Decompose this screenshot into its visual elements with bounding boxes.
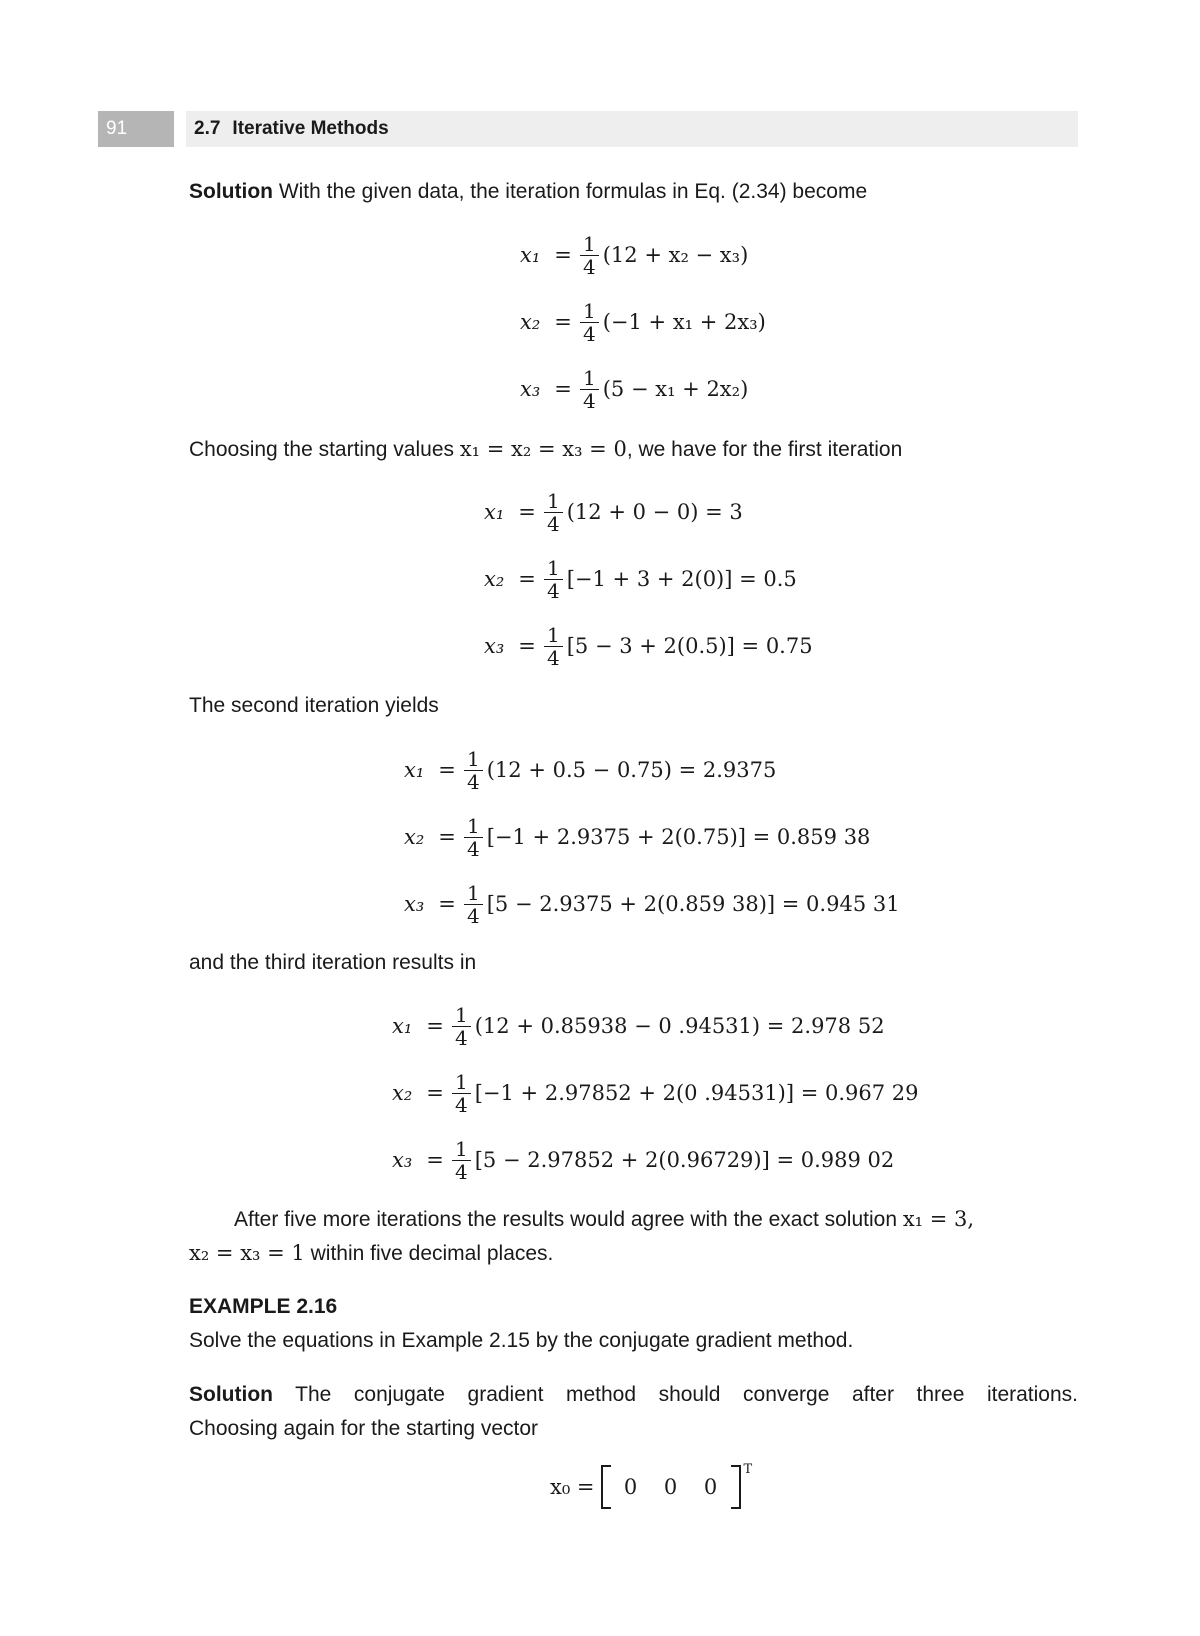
eq-rhs: [−1 + 2.97852 + 2(0 .94531)] = 0.967 29 [474,1081,919,1105]
eq-rhs: [5 − 2.9375 + 2(0.859 38)] = 0.945 31 [486,892,900,916]
fraction-denominator: 4 [464,904,483,927]
equals-sign: = [438,825,456,849]
example-statement: Solve the equations in Example 2.15 by the conjugate gradient method. [189,1329,854,1352]
starting-values-paragraph [189,432,1078,467]
paragraph-text: , we have for the first iteration [626,438,903,461]
formula-row [484,616,813,676]
fraction-denominator: 4 [580,322,599,345]
eq-lhs: x₂ [484,567,505,591]
solution-label: Solution [189,180,273,203]
eq-rhs: [5 − 3 + 2(0.5)] = 0.75 [566,634,813,658]
formula-row [392,996,885,1056]
convergence-paragraph-line-1 [189,1202,1078,1237]
eq-lhs: x₂ [520,310,541,334]
solution-paragraph-1 [189,175,1078,209]
section-title: Iterative Methods [232,118,389,139]
eq-rhs: (−1 + x₁ + 2x₃) [602,310,766,334]
vector-entry: 0 [623,1475,638,1499]
fraction [452,1004,471,1049]
fraction-denominator: 4 [544,512,563,535]
fraction [452,1071,471,1116]
equals-sign: = [554,243,572,267]
fraction-numerator: 1 [467,813,480,838]
fraction [544,490,563,535]
fraction-denominator: 4 [544,579,563,602]
fraction [464,748,483,793]
equals-sign: = [518,567,536,591]
eq-lhs: x₂ [404,825,425,849]
eq-lhs: x₃ [520,377,541,401]
fraction [452,1138,471,1183]
fraction-numerator: 1 [455,1002,468,1027]
fraction [580,367,599,412]
solution-paragraph-2-line-2: Choosing again for the starting vector [189,1417,539,1440]
fraction [544,624,563,669]
equals-sign: = [438,892,456,916]
fraction-numerator: 1 [583,231,596,256]
eq-lhs: x₃ [392,1148,413,1172]
fraction [464,815,483,860]
eq-rhs: (5 − x₁ + 2x₂) [602,377,749,401]
paragraph-text: After five more iterations the results would agree with the exact solution [234,1208,903,1231]
transpose-superscript: T [743,1461,753,1477]
eq-rhs: (12 + 0 − 0) = 3 [566,500,743,524]
eq-lhs: x₂ [392,1081,413,1105]
solution-text: With the given data, the iteration formulas in Eq. (2.34) become [272,180,868,203]
fraction [580,300,599,345]
eq-rhs: (12 + 0.5 − 0.75) = 2.9375 [486,758,777,782]
fraction [464,882,483,927]
starting-vector [550,1462,752,1512]
inline-math: x₁ = 3, [902,1207,975,1231]
fraction-numerator: 1 [583,365,596,390]
fraction-denominator: 4 [452,1026,471,1049]
right-bracket [731,1465,741,1509]
fraction [580,233,599,278]
equals-sign: = [426,1014,444,1038]
fraction-denominator: 4 [452,1093,471,1116]
fraction-numerator: 1 [547,622,560,647]
paragraph-text: within five decimal places. [304,1242,554,1265]
fraction-denominator: 4 [544,646,563,669]
formula-row [392,1063,919,1123]
fraction-denominator: 4 [452,1160,471,1183]
fraction-numerator: 1 [467,746,480,771]
solution-paragraph-2-line-1 [189,1378,1078,1412]
equals-sign: = [426,1148,444,1172]
fraction-numerator: 1 [547,555,560,580]
equals-sign: = [518,500,536,524]
formula-row [520,359,748,419]
formula-row [404,807,870,867]
eq-lhs: x₁ [520,243,541,267]
fraction [544,557,563,602]
running-header [98,111,1078,147]
page-number: 91 [98,111,174,147]
formula-row [404,740,776,800]
eq-rhs: [−1 + 3 + 2(0)] = 0.5 [566,567,797,591]
fraction-denominator: 4 [580,255,599,278]
fraction-denominator: 4 [464,837,483,860]
equals-sign: = [426,1081,444,1105]
convergence-paragraph-line-2 [189,1236,1078,1271]
eq-rhs: (12 + 0.85938 − 0 .94531) = 2.978 52 [474,1014,885,1038]
eq-lhs: x₃ [484,634,505,658]
left-bracket [601,1465,611,1509]
third-iteration-paragraph: and the third iteration results in [189,951,477,974]
example-title: EXAMPLE 2.16 [189,1295,338,1318]
formula-row [484,482,743,542]
fraction-numerator: 1 [583,298,596,323]
equals-sign: = [554,377,572,401]
eq-lhs: x₁ [404,758,425,782]
formula-row [520,292,766,352]
formula-row [404,874,900,934]
section-number: 2.7 [194,118,221,139]
inline-math: x₂ = x₃ = 1 [189,1241,305,1265]
vector-entry: 0 [703,1475,718,1499]
eq-lhs: x₁ [392,1014,413,1038]
fraction-denominator: 4 [580,389,599,412]
fraction-numerator: 1 [455,1136,468,1161]
eq-rhs: (12 + x₂ − x₃) [602,243,749,267]
fraction-denominator: 4 [464,770,483,793]
eq-lhs: x₃ [404,892,425,916]
section-header [186,111,1078,147]
fraction-numerator: 1 [467,880,480,905]
vector-entry: 0 [663,1475,678,1499]
second-iteration-paragraph: The second iteration yields [189,694,439,717]
eq-lhs: x₁ [484,500,505,524]
equals-sign: = [554,310,572,334]
fraction-numerator: 1 [547,488,560,513]
vector-lhs: x₀ = [550,1475,595,1499]
eq-rhs: [5 − 2.97852 + 2(0.96729)] = 0.989 02 [474,1148,895,1172]
solution-label: Solution [189,1383,273,1406]
equals-sign: = [518,634,536,658]
equals-sign: = [438,758,456,782]
fraction-numerator: 1 [455,1069,468,1094]
paragraph-text: Choosing the starting values [189,438,460,461]
eq-rhs: [−1 + 2.9375 + 2(0.75)] = 0.859 38 [486,825,871,849]
inline-math: x₁ = x₂ = x₃ = 0 [459,437,627,461]
formula-row [392,1130,894,1190]
formula-row [520,225,748,285]
paragraph-text: The conjugate gradient method should converge after three iterations. [272,1383,1078,1406]
formula-row [484,549,797,609]
